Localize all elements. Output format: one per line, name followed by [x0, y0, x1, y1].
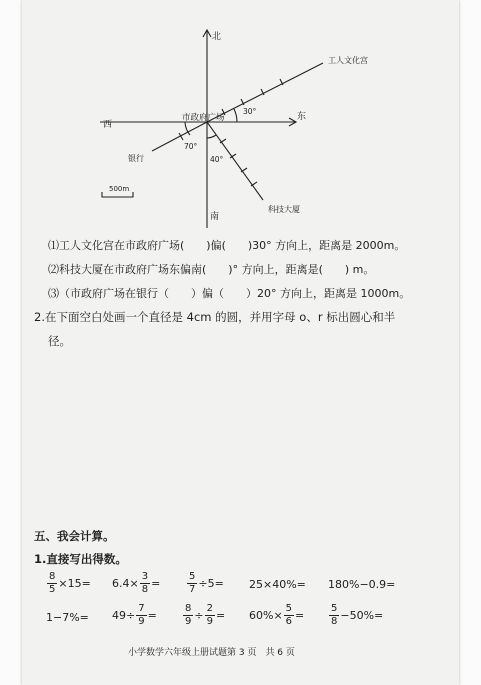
label-tech-building: 科技大厦	[268, 205, 300, 214]
calc-r2-a: 1−7%=	[46, 611, 89, 624]
calc-r1-d: 25×40%=	[249, 578, 306, 591]
question-1-1: ⑴工人文化宫在市政府广场( )偏( )30° 方向上，距离是 2000m。	[48, 239, 406, 252]
page-footer: 小学数学六年级上册试题第 3 页 共 6 页	[128, 648, 295, 658]
question-1-2: ⑵科技大厦在市政府广场东偏南( )° 方向上，距离是( ) m。	[48, 263, 375, 276]
question-2-line1: 2.在下面空白处画一个直径是 4cm 的圆，并用字母 o、r 标出圆心和半	[34, 310, 396, 324]
label-angle-70: 70°	[184, 142, 198, 151]
question-1-3: ⑶（市政府广场在银行（ ）偏（ ）20° 方向上，距离是 1000m。	[48, 287, 411, 300]
label-center: 市政府广场	[182, 113, 225, 123]
question-2-line2: 径。	[48, 334, 71, 348]
label-bank: 银行	[128, 154, 144, 163]
fraction: $\frac{2}{9}$	[206, 603, 213, 627]
arc-30	[234, 109, 237, 122]
fraction: $\frac{3}{8}$	[141, 571, 149, 595]
label-east: 东	[297, 112, 307, 122]
label-south: 南	[210, 212, 220, 222]
calc-r2-e: $\frac{5}{8}$ −50%=	[331, 603, 384, 627]
label-angle-30: 30°	[243, 107, 257, 116]
calc-r2-b: 49÷ $\frac{7}{9}$ =	[112, 603, 157, 627]
calc-r1-e: 180%−0.9=	[328, 578, 396, 591]
label-scale: 500m	[109, 185, 130, 193]
fraction: $\frac{8}{5}$	[49, 571, 56, 595]
calc-r1-b: 6.4× $\frac{3}{8}$ =	[112, 571, 161, 595]
calc-r1-c: $\frac{5}{7}$ ÷5=	[189, 571, 224, 595]
label-west: 西	[103, 120, 113, 130]
arc-40	[207, 135, 216, 138]
section-5-title: 五、我会计算。	[34, 529, 115, 543]
calc-r2-d: 60%× $\frac{5}{6}$ =	[249, 603, 305, 627]
calc-r2-c: $\frac{8}{9}$ ÷ $\frac{2}{9}$ =	[185, 603, 226, 627]
fraction: $\frac{7}{9}$	[138, 603, 145, 627]
direction-map	[0, 0, 481, 240]
fraction: $\frac{8}{9}$	[185, 603, 192, 627]
label-north: 北	[212, 32, 222, 42]
label-angle-40: 40°	[210, 155, 224, 164]
section-5-sub1: 1.直接写出得数。	[34, 552, 127, 566]
fraction: $\frac{5}{7}$	[189, 571, 196, 595]
label-workers-palace: 工人文化宫	[328, 56, 368, 65]
ray-bank	[152, 122, 207, 151]
fraction: $\frac{5}{8}$	[331, 603, 338, 627]
ticks-se	[220, 139, 257, 186]
fraction: $\frac{5}{6}$	[285, 603, 293, 627]
calc-r1-a: $\frac{8}{5}$ ×15=	[49, 571, 91, 595]
